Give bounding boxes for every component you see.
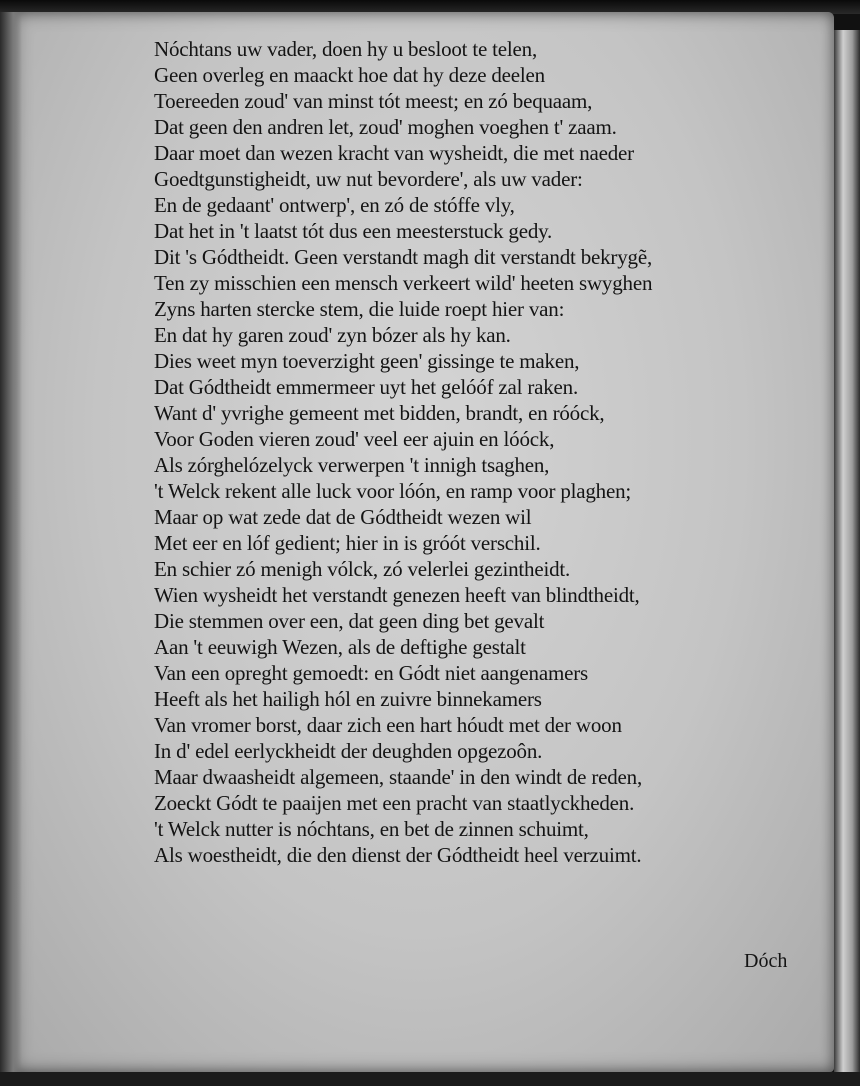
verse-line: Zyns harten stercke stem, die luide roept hier van: (154, 297, 565, 321)
verse-line: Als zórghelózelyck verwerpen 't innigh tsaghen, (154, 453, 550, 477)
verse-line: Als woestheidt, die den dienst der Gódtheidt heel verzuimt. (154, 843, 642, 867)
catchword: Dóch (744, 950, 788, 972)
page-gutter (0, 12, 22, 1072)
verse-line: Dat geen den andren let, zoud' moghen voeghen t' zaam. (154, 115, 617, 139)
verse-line: Zoeckt Gódt te paaijen met een pracht van staatlyckheden. (154, 791, 635, 815)
verse-line: Met eer en lóf gedient; hier in is gróót verschil. (154, 531, 541, 555)
poem-text (154, 36, 819, 868)
verse-line: Nóchtans uw vader, doen hy u besloot te telen, (154, 37, 538, 61)
verse-line: In d' edel eerlyckheidt der deughden opgezoôn. (154, 739, 543, 763)
verse-line: Dies weet myn toeverzight geen' gissinge te maken, (154, 349, 580, 373)
verse-line: Die stemmen over een, dat geen ding bet gevalt (154, 609, 545, 633)
verse-line: Dat het in 't laatst tót dus een meesterstuck gedy. (154, 219, 553, 243)
verse-line: Van een opreght gemoedt: en Gódt niet aangenamers (154, 661, 588, 685)
verse-line: Dat Gódtheidt emmermeer uyt het gelóóf zal raken. (154, 375, 579, 399)
verse-line: Dit 's Gódtheidt. Geen verstandt magh dit verstandt bekrygẽ, (154, 245, 652, 269)
verse-line: Van vromer borst, daar zich een hart hóudt met der woon (154, 713, 622, 737)
verse-line: Heeft als het hailigh hól en zuivre binnekamers (154, 687, 542, 711)
verse-line: Wien wysheidt het verstandt genezen heeft van blindtheidt, (154, 583, 640, 607)
verse-line: En schier zó menigh vólck, zó velerlei gezintheidt. (154, 557, 571, 581)
verse-line: Geen overleg en maackt hoe dat hy deze deelen (154, 63, 545, 87)
verse-line: En dat hy garen zoud' zyn bózer als hy kan. (154, 323, 511, 347)
verse-line: Maar op wat zede dat de Gódtheidt wezen wil (154, 505, 532, 529)
verse-line: En de gedaant' ontwerp', en zó de stóffe vly, (154, 193, 515, 217)
verse-line: Maar dwaasheidt algemeen, staande' in den windt de reden, (154, 765, 643, 789)
verse-line: 't Welck nutter is nóchtans, en bet de zinnen schuimt, (154, 817, 589, 841)
page-edge (834, 30, 860, 1086)
verse-line: Aan 't eeuwigh Wezen, als de deftighe gestalt (154, 635, 526, 659)
verse-line: Voor Goden vieren zoud' veel eer ajuin en lóóck, (154, 427, 555, 451)
verse-line: Want d' yvrighe gemeent met bidden, brandt, en róóck, (154, 401, 605, 425)
verse-line: Toereeden zoud' van minst tót meest; en zó bequaam, (154, 89, 593, 113)
verse-line: Goedtgunstigheidt, uw nut bevordere', als uw vader: (154, 167, 583, 191)
verse-line: Daar moet dan wezen kracht van wysheidt, die met naeder (154, 141, 634, 165)
verse-line: Ten zy misschien een mensch verkeert wild' heeten swyghen (154, 271, 653, 295)
scan-bottom-border (0, 1072, 860, 1086)
verse-line: 't Welck rekent alle luck voor lóón, en ramp voor plaghen; (154, 479, 632, 503)
